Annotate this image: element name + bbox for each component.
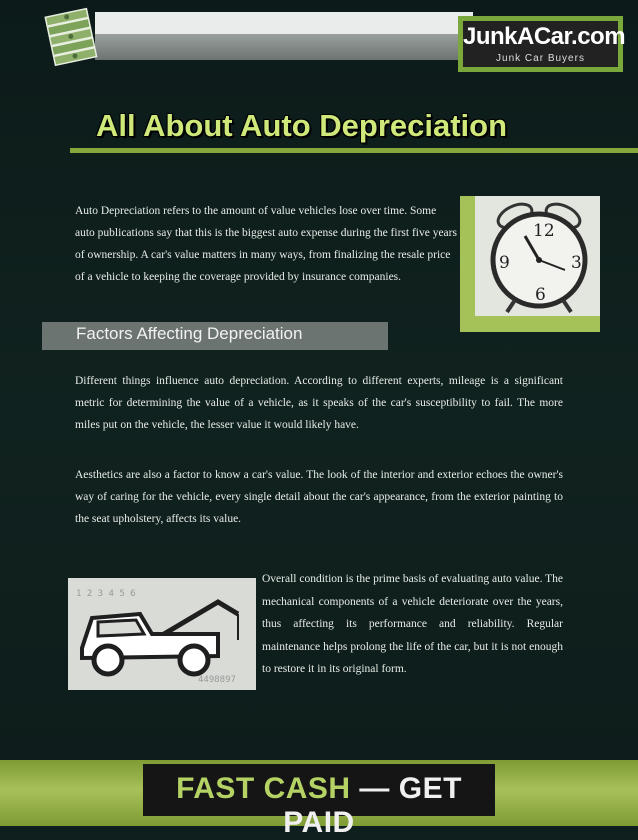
cta-dash: —: [359, 772, 390, 805]
money-stack-icon: [42, 6, 104, 68]
logo[interactable]: [458, 16, 626, 72]
header-bar-light: [95, 12, 473, 34]
logo-title: JunkACar.com: [463, 23, 626, 50]
paragraph-mileage: Different things influence auto depreciation. According to different experts, mileage is a significant metric for determining the value of a vehicle, as it speaks of the car's susceptibility to fail. The more miles put on the vehicle, the lesser value it would likely have.: [75, 375, 563, 431]
cta-get-paid: GET PAID: [283, 772, 462, 839]
tow-truck-icon: [68, 578, 256, 690]
section-title: Factors Affecting Depreciation: [76, 324, 303, 343]
svg-text:4498897: 4498897: [198, 675, 236, 685]
tow-truck-image: [68, 578, 256, 690]
paragraph-condition: Overall condition is the prime basis of evaluating auto value. The mechanical components of a vehicle deteriorate over the years, thus affecting its performance and reliability. Regular maintenance helps prolong the life of the car, but it is not enough to restore it in its original form.: [262, 573, 563, 675]
title-divider: [70, 148, 638, 153]
svg-text:3: 3: [571, 253, 582, 273]
cta-text: [143, 772, 495, 840]
logo-subtitle: Junk Car Buyers: [496, 53, 585, 64]
paragraph-aesthetics: Aesthetics are also a factor to know a car's value. The look of the interior and exterior echoes the owner's way of caring for the vehicle, every single detail about the car's appearance, from the exterior painting to the seat upholstery, affects its value.: [75, 469, 563, 525]
cta-fast-cash: FAST CASH: [176, 772, 351, 805]
intro-paragraph: Auto Depreciation refers to the amount of value vehicles lose over time. Some auto publications say that this is the biggest auto expense during the first five years of ownership. A car's value matters in many ways, from finalizing the resale price of a vehicle to keeping the coverage provided by insurance companies.: [75, 205, 457, 283]
svg-text:6: 6: [535, 285, 546, 305]
svg-text:9: 9: [499, 253, 510, 273]
alarm-clock-icon: [475, 196, 600, 316]
clock-panel: [475, 196, 600, 316]
page-title: All About Auto Depreciation: [96, 108, 508, 143]
svg-text:1 2 3 4 5 6: 1 2 3 4 5 6: [76, 589, 136, 599]
cta-banner[interactable]: [143, 764, 495, 839]
header-bar-dark: [95, 34, 473, 60]
svg-text:12: 12: [533, 221, 555, 241]
section-heading-bar: [42, 322, 388, 350]
logo-inner: [463, 21, 626, 67]
